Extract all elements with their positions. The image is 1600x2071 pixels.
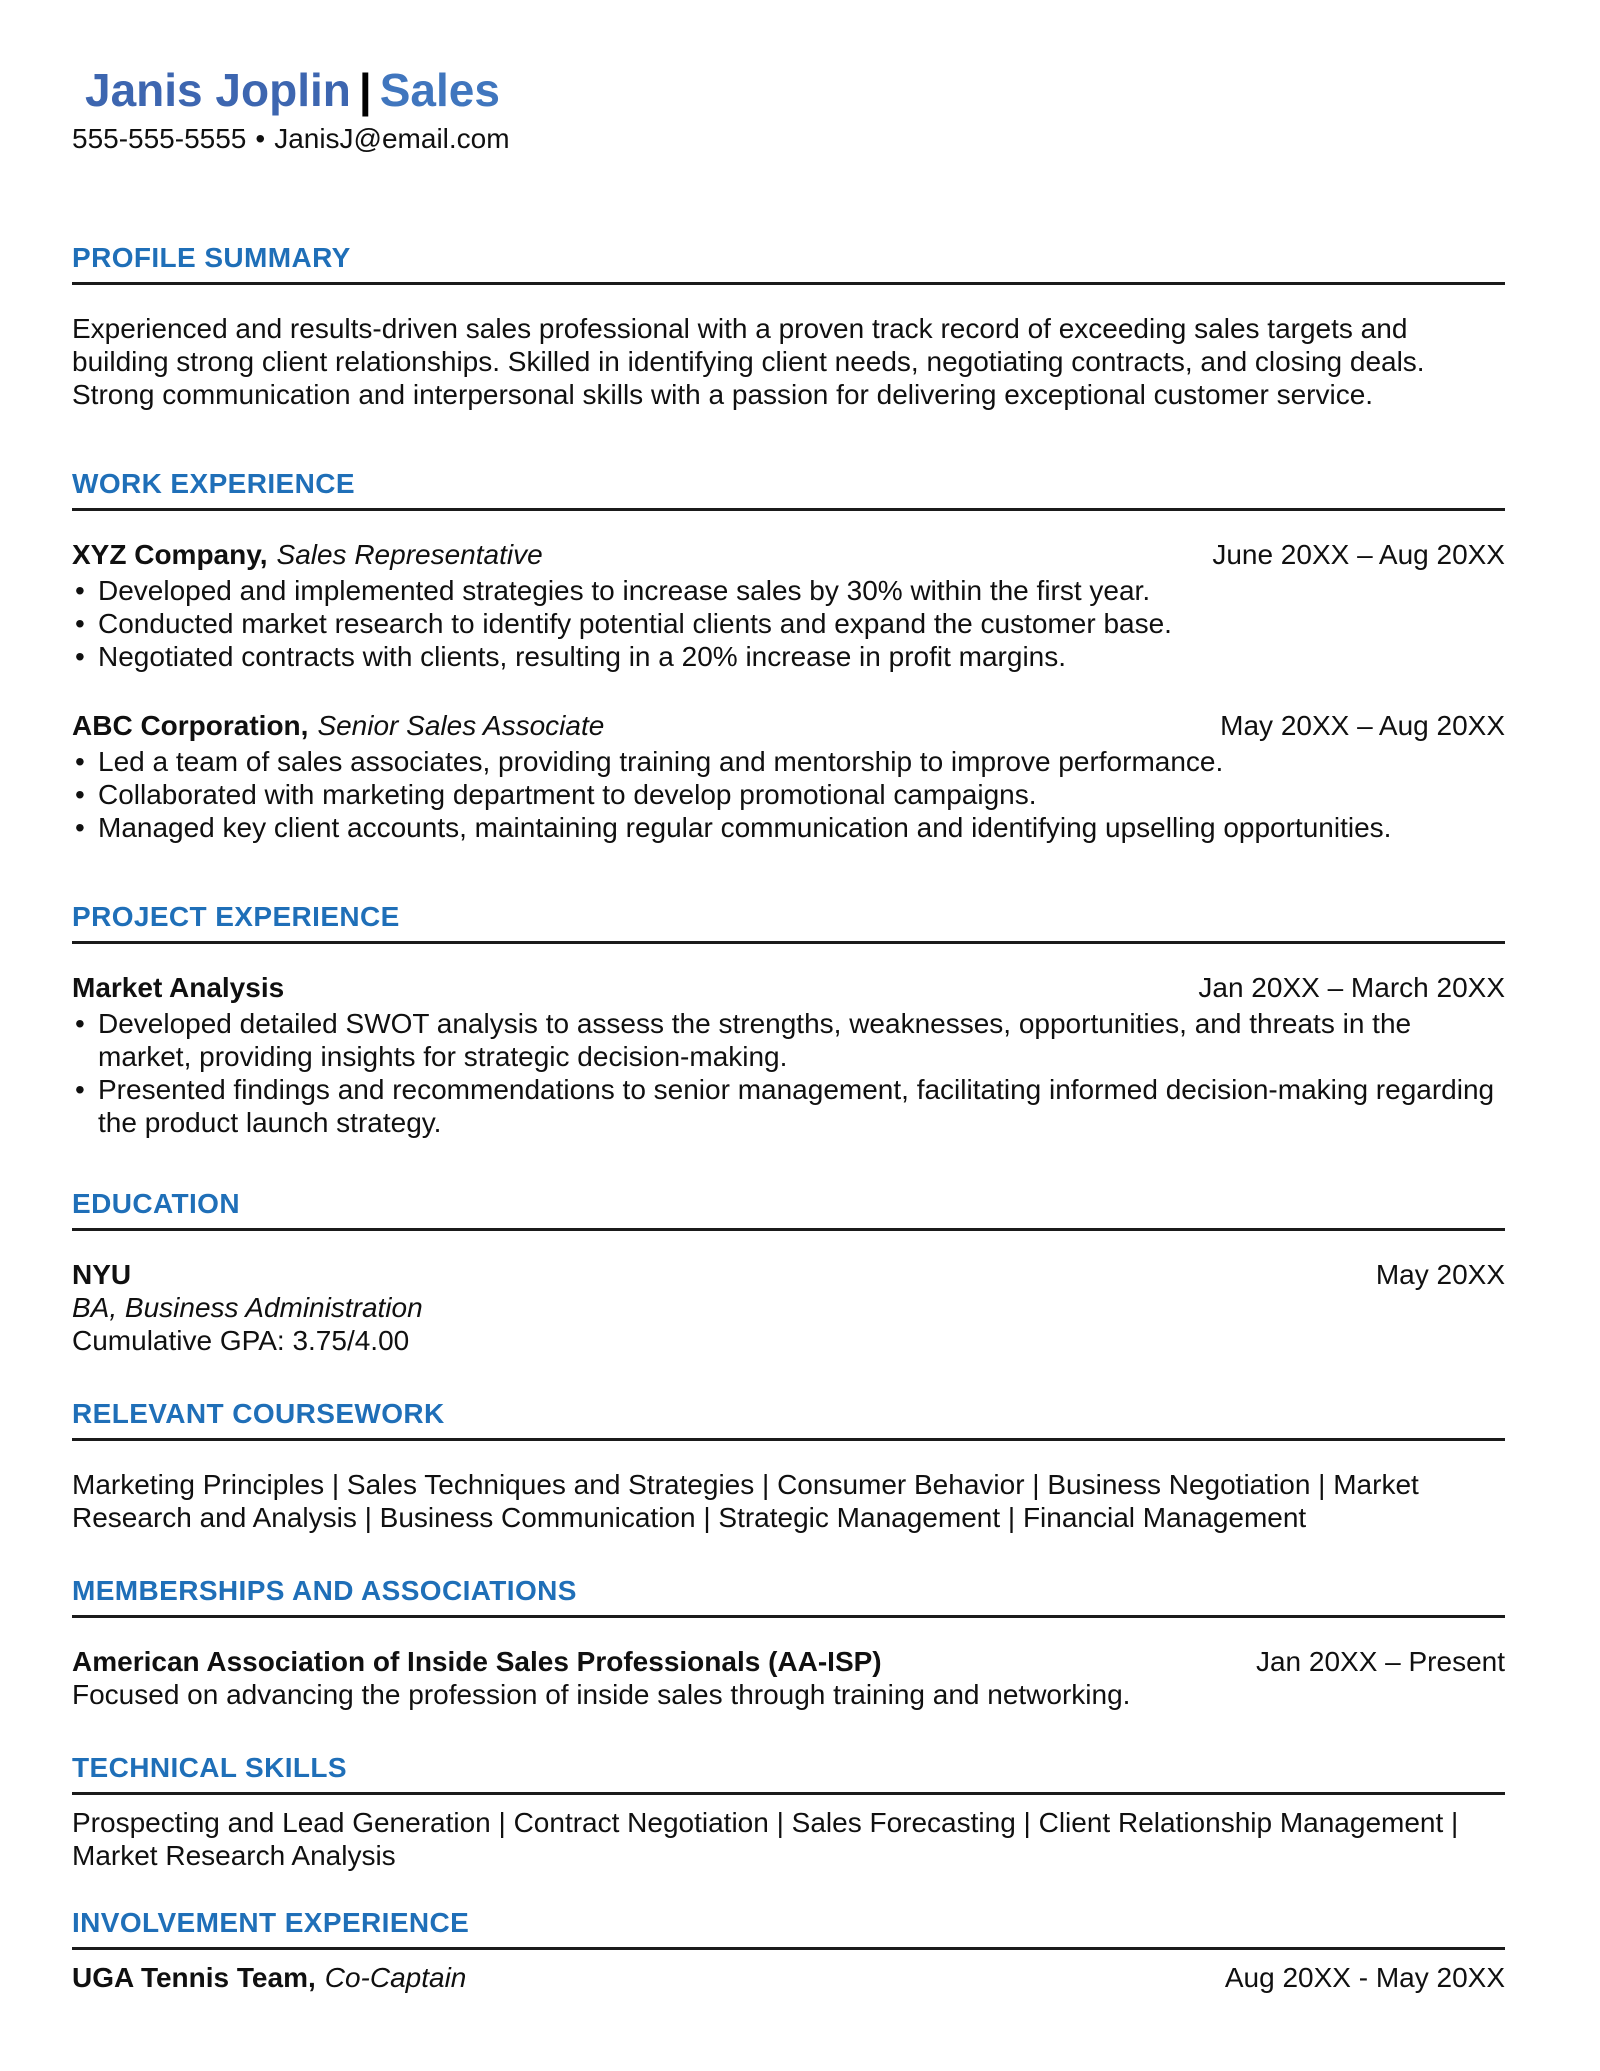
bullet-item	[72, 1073, 1505, 1139]
contact-separator-icon: •	[255, 123, 266, 154]
relevant-coursework-heading: RELEVANT COURSEWORK	[72, 1397, 1505, 1441]
involvement-dates: Aug 20XX - May 20XX	[1224, 1962, 1505, 1993]
project-name: Market Analysis	[72, 972, 285, 1003]
bullet-item	[72, 811, 1505, 844]
education-header	[72, 1258, 1505, 1291]
job-entry	[72, 538, 1505, 673]
job-role: Senior Sales Associate	[317, 710, 605, 741]
email-address: JanisJ@email.com	[274, 123, 510, 154]
bullet-text: Collaborated with marketing department to develop promotional campaigns.	[98, 779, 1037, 810]
bullet-text: Developed detailed SWOT analysis to assess the strengths, weaknesses, opportunities, and threats in the market, providing insights for strategic decision-making.	[98, 1008, 1412, 1072]
profile-summary-heading: PROFILE SUMMARY	[72, 241, 1505, 285]
degree-line: BA, Business Administration	[72, 1292, 423, 1323]
bullet-item	[72, 607, 1505, 640]
job-dates: May 20XX – Aug 20XX	[1220, 710, 1505, 741]
involvement-header	[72, 1961, 1505, 1994]
memberships-heading: MEMBERSHIPS AND ASSOCIATIONS	[72, 1574, 1505, 1618]
profile-summary-text: Experienced and results-driven sales professional with a proven track record of exceeding sales targets and building strong client relationships. Skilled in identifying client needs, negotiating contracts, and closing deals. Strong communication and interpersonal skills with a passion for delivering exceptional customer service.	[72, 313, 1425, 410]
bullet-icon: •	[75, 1074, 85, 1105]
section-technical-skills	[72, 1751, 1505, 1872]
candidate-role: Sales	[379, 64, 500, 116]
education-heading: EDUCATION	[72, 1187, 1505, 1231]
education-dates: May 20XX	[1375, 1259, 1505, 1290]
bullet-icon: •	[75, 608, 85, 639]
job-dates: June 20XX – Aug 20XX	[1212, 539, 1505, 570]
job-bullet-list	[72, 574, 1505, 673]
bullet-icon: •	[75, 779, 85, 810]
job-header	[72, 538, 1505, 571]
bullet-icon: •	[75, 746, 85, 777]
gpa-line: Cumulative GPA: 3.75/4.00	[72, 1325, 410, 1356]
bullet-item	[72, 574, 1505, 607]
section-involvement-experience	[72, 1906, 1505, 1994]
school-name: NYU	[72, 1259, 132, 1290]
organization-name: American Association of Inside Sales Professionals (AA-ISP)	[72, 1646, 882, 1677]
project-dates: Jan 20XX – March 20XX	[1198, 972, 1505, 1003]
bullet-item	[72, 778, 1505, 811]
job-header	[72, 709, 1505, 742]
team-name: UGA Tennis Team,	[72, 1962, 316, 1993]
work-experience-heading: WORK EXPERIENCE	[72, 467, 1505, 511]
bullet-icon: •	[75, 1008, 85, 1039]
bullet-item	[72, 640, 1505, 673]
contact-line	[72, 122, 1505, 155]
name-role-divider: |	[358, 64, 372, 116]
bullet-text: Negotiated contracts with clients, resulting in a 20% increase in profit margins.	[98, 641, 1067, 672]
bullet-text: Presented findings and recommendations to senior management, facilitating informed decision-making regarding the product launch strategy.	[98, 1074, 1495, 1138]
involvement-heading: INVOLVEMENT EXPERIENCE	[72, 1906, 1505, 1950]
technical-skills-text: Prospecting and Lead Generation | Contract Negotiation | Sales Forecasting | Client Relationship Management | Market Research Analysis	[72, 1807, 1459, 1871]
section-relevant-coursework	[72, 1397, 1505, 1534]
candidate-name: Janis Joplin	[85, 64, 351, 116]
section-work-experience	[72, 467, 1505, 844]
project-header	[72, 971, 1505, 1004]
bullet-text: Managed key client accounts, maintaining regular communication and identifying upselling opportunities.	[98, 812, 1392, 843]
project-entry	[72, 971, 1505, 1139]
bullet-text: Led a team of sales associates, providing training and mentorship to improve performance.	[98, 746, 1224, 777]
coursework-text: Marketing Principles | Sales Techniques and Strategies | Consumer Behavior | Business Negotiation | Market Research and Analysis | Business Communication | Strategic Management | Financial Management	[72, 1469, 1419, 1533]
section-education	[72, 1187, 1505, 1357]
membership-description: Focused on advancing the profession of inside sales through training and networking.	[72, 1679, 1131, 1710]
bullet-icon: •	[75, 575, 85, 606]
job-title-line	[72, 538, 543, 571]
section-memberships	[72, 1574, 1505, 1711]
job-title-line	[72, 709, 604, 742]
bullet-text: Conducted market research to identify potential clients and expand the customer base.	[98, 608, 1172, 639]
section-project-experience	[72, 900, 1505, 1139]
job-entry	[72, 709, 1505, 844]
membership-header	[72, 1645, 1505, 1678]
name-title-row	[85, 64, 1505, 116]
project-bullet-list	[72, 1007, 1505, 1139]
company-name: ABC Corporation,	[72, 710, 309, 741]
bullet-item	[72, 745, 1505, 778]
job-bullet-list	[72, 745, 1505, 844]
bullet-icon: •	[75, 641, 85, 672]
bullet-text: Developed and implemented strategies to increase sales by 30% within the first year.	[98, 575, 1151, 606]
involvement-title-line	[72, 1961, 466, 1994]
technical-skills-heading: TECHNICAL SKILLS	[72, 1751, 1505, 1795]
job-role: Sales Representative	[276, 539, 543, 570]
project-experience-heading: PROJECT EXPERIENCE	[72, 900, 1505, 944]
bullet-item	[72, 1007, 1505, 1073]
bullet-icon: •	[75, 812, 85, 843]
section-profile-summary	[72, 241, 1505, 411]
company-name: XYZ Company,	[72, 539, 268, 570]
involvement-role: Co-Captain	[324, 1962, 467, 1993]
membership-dates: Jan 20XX – Present	[1255, 1646, 1505, 1677]
resume-header	[72, 64, 1505, 155]
phone-number: 555-555-5555	[72, 123, 247, 154]
